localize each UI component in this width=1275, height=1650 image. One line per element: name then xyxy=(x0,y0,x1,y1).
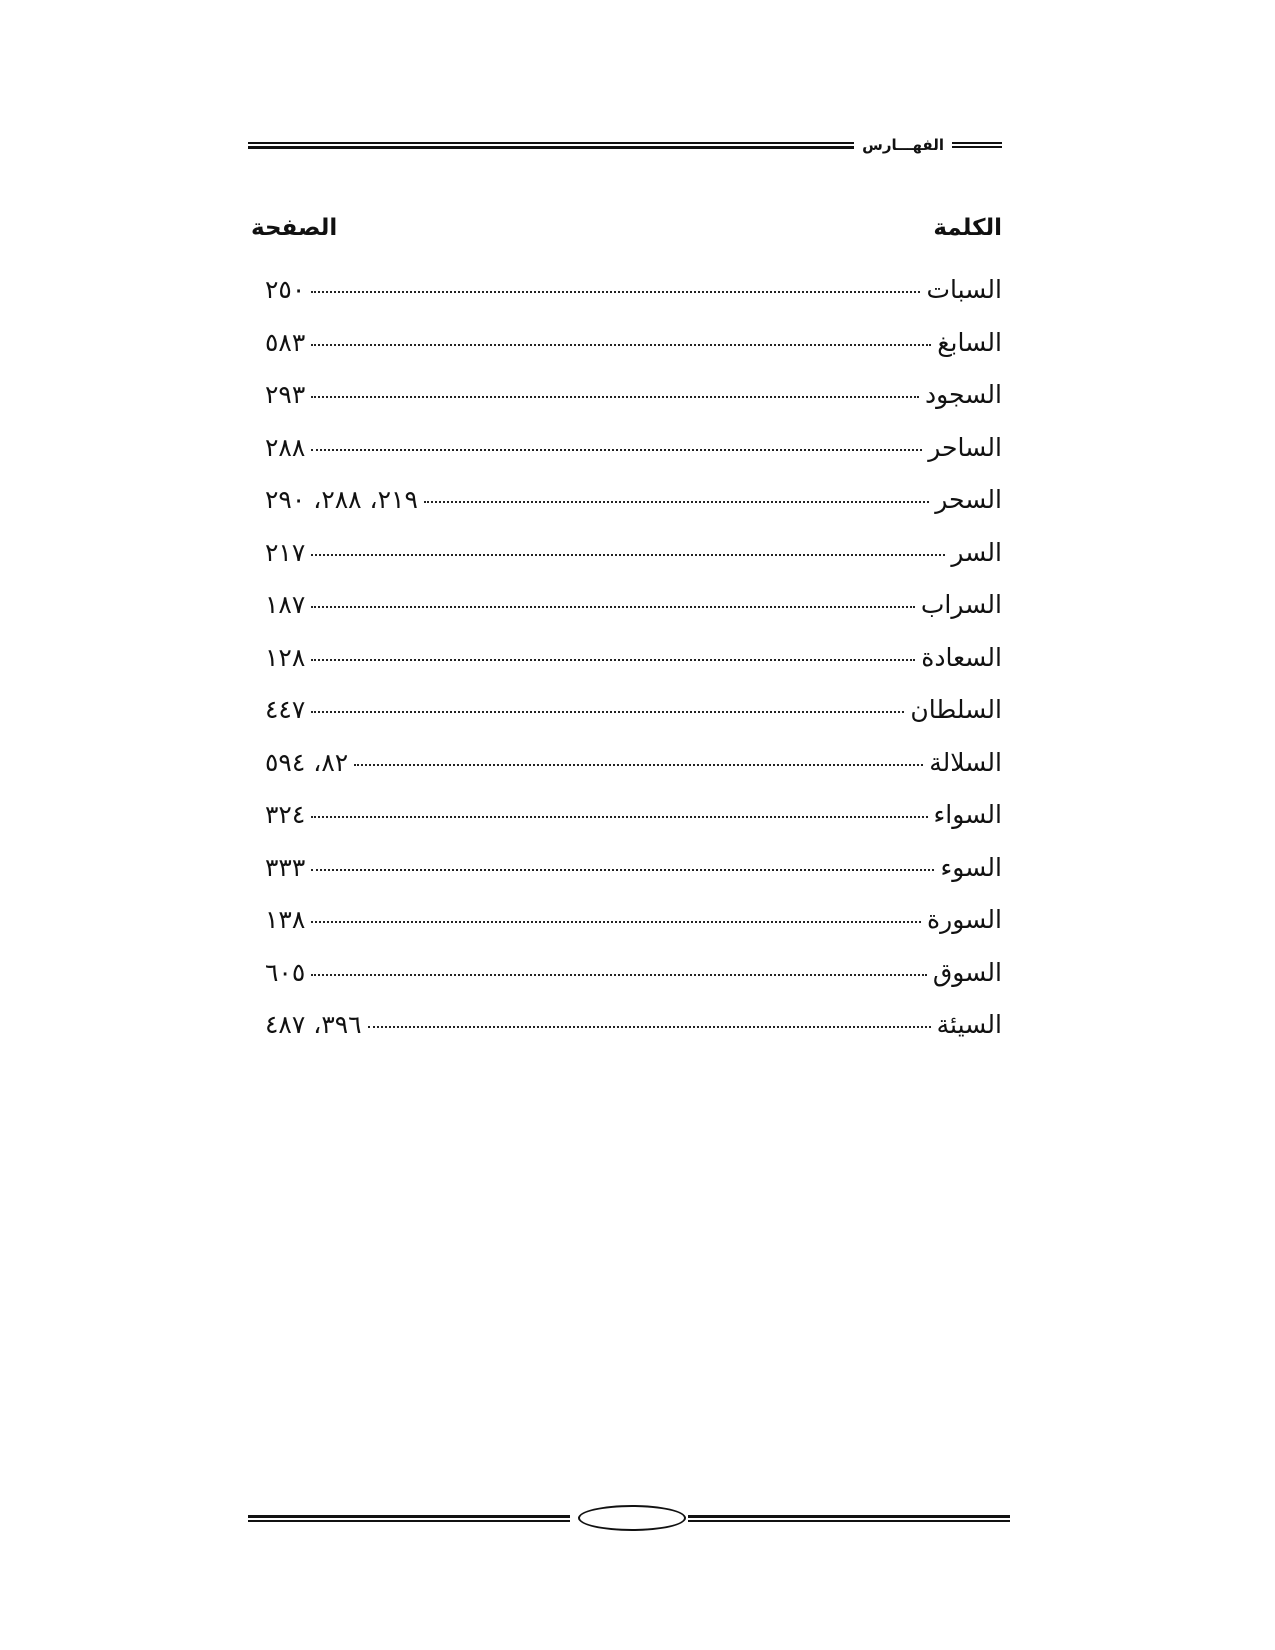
entry-word: السيئة xyxy=(936,1010,1002,1039)
index-entry xyxy=(265,905,1002,958)
index-entry xyxy=(265,800,1002,853)
entry-word: السوق xyxy=(932,957,1002,987)
entry-pages: ١٢٨ xyxy=(265,642,306,672)
index-entry xyxy=(265,275,1002,328)
entry-pages: ٢٥٠ xyxy=(265,275,306,304)
entry-word: السوء xyxy=(940,852,1002,882)
entry-word: السلالة xyxy=(929,747,1002,777)
entry-word: السورة xyxy=(927,905,1002,934)
index-entry xyxy=(265,853,1002,906)
footer-rule-left xyxy=(248,1515,570,1522)
entry-word: السراب xyxy=(920,590,1002,619)
column-heading-word: الكلمة xyxy=(933,215,1002,241)
entry-word: السواء xyxy=(933,800,1002,829)
page-number-oval xyxy=(578,1505,686,1531)
dot-leader xyxy=(311,921,921,923)
index-entry xyxy=(265,380,1002,433)
entry-pages: ٣٢٤ xyxy=(265,800,306,829)
dot-leader xyxy=(311,659,915,661)
page-footer xyxy=(248,1505,1010,1535)
entry-pages: ٢١٩، ٢٨٨، ٢٩٠ xyxy=(265,485,418,514)
index-list xyxy=(265,275,1002,1063)
dot-leader xyxy=(311,869,934,871)
dot-leader xyxy=(311,554,945,556)
entry-pages: ١٣٨ xyxy=(265,905,306,934)
entry-word: السحر xyxy=(935,485,1002,514)
entry-word: السر xyxy=(951,537,1002,567)
index-entry xyxy=(265,958,1002,1011)
index-entry xyxy=(265,748,1002,801)
entry-pages: ٣٣٣ xyxy=(265,852,306,882)
dot-leader xyxy=(311,711,904,713)
index-entry xyxy=(265,695,1002,748)
dot-leader xyxy=(311,606,915,608)
entry-pages: ٦٠٥ xyxy=(265,957,306,987)
index-entry xyxy=(265,590,1002,643)
dot-leader xyxy=(368,1026,931,1028)
index-entry xyxy=(265,485,1002,538)
entry-word: السلطان xyxy=(910,695,1002,724)
footer-rule-right xyxy=(688,1515,1010,1522)
dot-leader xyxy=(311,974,927,976)
index-entry xyxy=(265,328,1002,381)
dot-leader xyxy=(311,449,922,451)
dot-leader xyxy=(311,344,931,346)
entry-word: السابغ xyxy=(937,327,1002,357)
entry-word: السجود xyxy=(924,380,1002,409)
dot-leader xyxy=(354,764,923,766)
entry-word: الساحر xyxy=(928,432,1002,462)
entry-pages: ٤٤٧ xyxy=(265,695,306,724)
entry-word: السعادة xyxy=(921,642,1002,672)
entry-pages: ٢٩٣ xyxy=(265,380,306,409)
entry-pages: ٥٨٣ xyxy=(265,327,306,357)
index-entry xyxy=(265,433,1002,486)
dot-leader xyxy=(311,396,919,398)
header-rule-long xyxy=(248,142,854,149)
index-entry xyxy=(265,1010,1002,1063)
entry-pages: ٨٢، ٥٩٤ xyxy=(265,747,349,777)
index-entry xyxy=(265,538,1002,591)
entry-pages: ٣٩٦، ٤٨٧ xyxy=(265,1010,362,1039)
page-title: الفهـــارس xyxy=(862,136,944,154)
entry-pages: ٢٨٨ xyxy=(265,432,306,462)
column-heading-page: الصفحة xyxy=(251,215,338,241)
entry-pages: ١٨٧ xyxy=(265,590,306,619)
entry-word: السبات xyxy=(926,275,1002,304)
index-entry xyxy=(265,643,1002,696)
dot-leader xyxy=(424,501,929,503)
entry-pages: ٢١٧ xyxy=(265,537,306,567)
dot-leader xyxy=(311,291,920,293)
running-header xyxy=(248,133,1002,157)
dot-leader xyxy=(311,816,927,818)
header-rule-short xyxy=(952,142,1002,148)
